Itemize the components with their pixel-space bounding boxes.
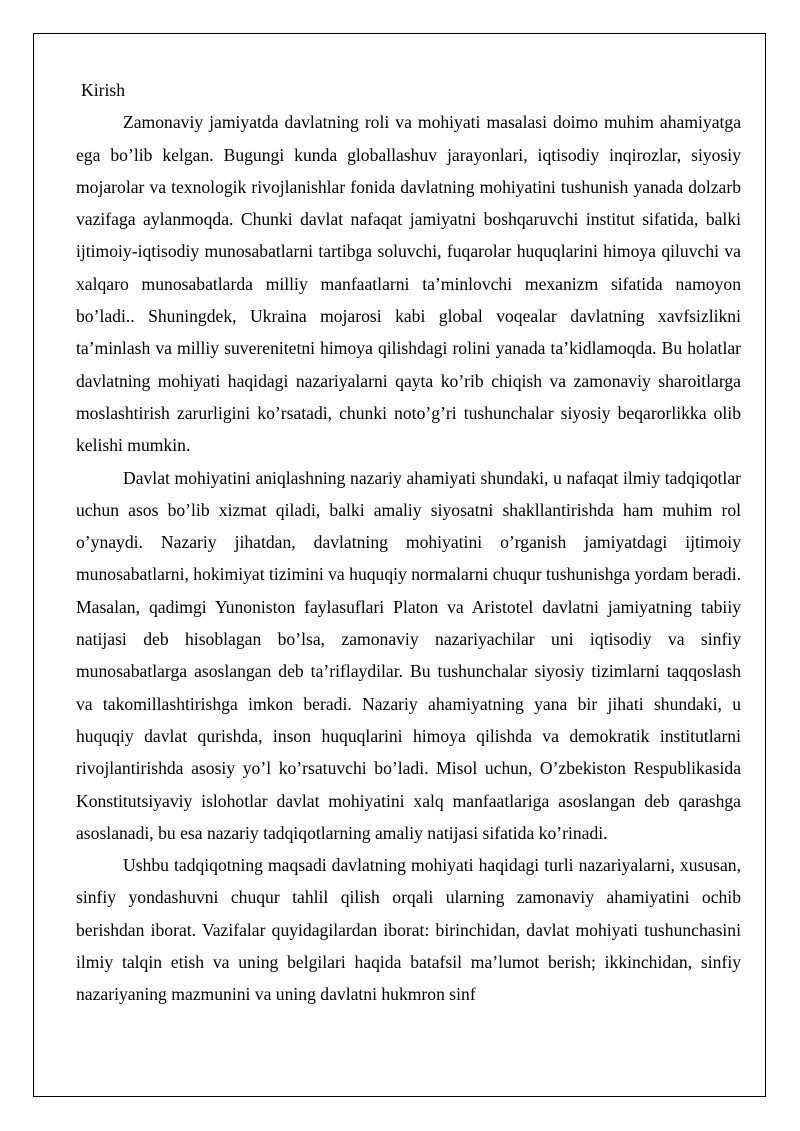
section-heading: Kirish bbox=[81, 80, 125, 100]
paragraph-theoretical-significance: Davlat mohiyatini aniqlashning nazariy ahamiyati shundaki, u nafaqat ilmiy tadqiqotlar uchun asos bo’lib xizmat qiladi, balki amaliy siyosatni shakllantirishda ham muhim rol o’ynaydi. Nazariy jihatdan, davlatning mohiyatini o’rganish jamiyatdagi ijtimoiy munosabatlarni, hokimiyat tizimini va huquqiy normalarni chuqur tushunishga yordam beradi. Masalan, qadimgi Yunoniston faylasuflari Platon va Aristotel davlatni jamiyatning tabiiy natijasi deb hisoblagan bo’lsa, zamonaviy nazariyachilar uni iqtisodiy va sinfiy munosabatlarga asoslangan deb ta’riflaydilar. Bu tushunchalar siyosiy tizimlarni taqqoslash va takomillashtirishga imkon beradi. Nazariy ahamiyatning yana bir jihati shundaki, u huquqiy davlat qurishda, inson huquqlarini himoya qilishda va demokratik institutlarni rivojlantirishda asosiy yo’l ko’rsatuvchi bo’ladi. Misol uchun, O’zbekiston Respublikasida Konstitutsiyaviy islohotlar davlat mohiyatini xalq manfaatlariga asoslangan deb qarashga asoslanadi, bu esa nazariy tadqiqotlarning amaliy natijasi sifatida ko’rinadi. bbox=[76, 467, 742, 843]
paragraph-research-goals: Ushbu tadqiqotning maqsadi davlatning mohiyati haqidagi turli nazariyalarni, xususan, sinfiy yondashuvni chuqur tahlil qilish orqali ularning zamonaviy ahamiyatini ochib berishdan iborat. Vazifalar quyidagilardan iborat: birinchidan, davlat mohiyati tushunchasini ilmiy talqin etish va uning belgilari haqida batafsil ma’lumot berish; ikkinchidan, sinfiy nazariyaning mazmunini va uning davlatni hukmron sinf bbox=[76, 855, 741, 1005]
paragraph-introduction: Zamonaviy jamiyatda davlatning roli va mohiyati masalasi doimo muhim ahamiyatga ega bo’lib kelgan. Bugungi kunda globallashuv jarayonlari, iqtisodiy inqirozlar, siyosiy mojarolar va texnologik rivojlanishlar fonida davlatning mohiyatini tushunish yanada dolzarb vazifaga aylanmoqda. Chunki davlat nafaqat jamiyatni boshqaruvchi institut sifatida, balki ijtimoiy-iqtisodiy munosabatlarni tartibga soluvchi, fuqarolar huquqlarini himoya qiluvchi va xalqaro munosabatlarda milliy manfaatlarni ta’minlovchi mexanizm sifatida namoyon bo’ladi.. Shuningdek, Ukraina mojarosi kabi global voqealar davlatning xavfsizlikni ta’minlash va milliy suverenitetni himoya qilishdagi rolini yanada ta’kidlamoqda. Bu holatlar davlatning mohiyati haqidagi nazariyalarni qayta ko’rib chiqish va zamonaviy sharoitlarga moslashtirish zarurligini ko’rsatadi, chunki noto’g’ri tushunchalar siyosiy beqarorlikka olib kelishi mumkin. bbox=[76, 112, 741, 456]
document-body bbox=[76, 74, 741, 1011]
